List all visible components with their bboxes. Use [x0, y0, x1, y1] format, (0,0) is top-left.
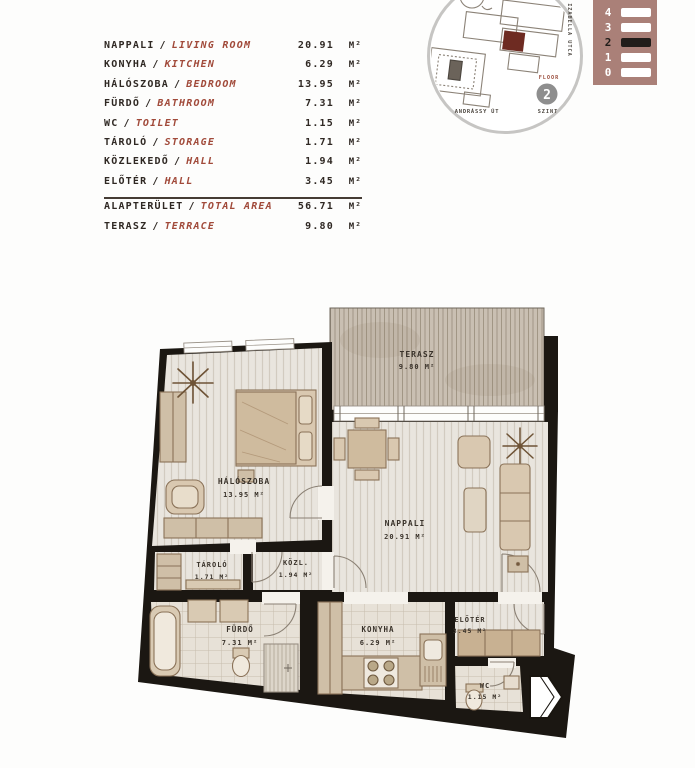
armchair	[458, 436, 490, 468]
dresser	[164, 518, 262, 538]
room-name-hu: ALAPTERÜLET	[104, 201, 184, 213]
separator: /	[152, 175, 160, 187]
room-area-value: 20.91	[297, 40, 334, 51]
room-area-unit: M²	[348, 137, 362, 148]
separator: /	[159, 40, 167, 51]
room-name-hu: ELŐTÉR	[104, 175, 148, 187]
room-area-value: 3.45	[305, 175, 334, 187]
room-area-unit: M²	[348, 99, 362, 110]
room-row-furdo	[104, 98, 362, 117]
room-name-en: BATHROOM	[157, 98, 216, 110]
dining-table	[348, 430, 386, 468]
summary-row-terrace	[104, 221, 362, 240]
room-row-wc	[104, 118, 362, 137]
szint-word-label: SZINT	[537, 109, 559, 115]
label-terasz-area: 9.80 M²	[398, 363, 436, 371]
ottoman	[464, 488, 486, 532]
label-nappali-area: 20.91 M²	[384, 533, 426, 541]
washer	[188, 600, 216, 622]
pillow	[299, 396, 312, 424]
floor-level-number: 4	[604, 5, 612, 19]
label-wc-area: 1.15 M²	[467, 693, 503, 701]
room-area-value: 9.80	[305, 220, 334, 232]
sofa	[500, 464, 530, 550]
room-area-value: 7.31	[305, 98, 334, 110]
room-name-en: TERRACE	[164, 220, 216, 232]
floor-number-label: 2	[543, 87, 551, 103]
terrace-side-wall	[544, 336, 558, 412]
floor-level-bar	[621, 38, 651, 47]
room-name-en: TOTAL AREA	[200, 201, 273, 213]
label-kozl: KÖZL.	[282, 559, 310, 567]
toilet	[233, 656, 250, 677]
separator: /	[174, 156, 182, 168]
room-name-hu: TÁROLÓ	[104, 136, 148, 148]
floor-plan	[125, 295, 580, 755]
separator: /	[152, 136, 160, 148]
label-konyha-area: 6.29 M²	[359, 639, 397, 647]
room-area-value: 1.15	[305, 117, 334, 129]
room-name-hu: NAPPALI	[104, 40, 155, 51]
floor-word-label: FLOOR	[538, 75, 560, 81]
chair	[355, 418, 379, 428]
floor-level-2-active[interactable]	[602, 36, 657, 48]
separator: /	[145, 98, 153, 110]
floor-level-bar	[621, 68, 651, 77]
separator: /	[123, 117, 131, 129]
terrace-deck	[330, 308, 544, 410]
room-row-tarolo	[104, 137, 362, 156]
room-area-unit: M²	[348, 202, 362, 213]
room-row-konyha	[104, 59, 362, 78]
separator: /	[188, 201, 196, 213]
floor-level-number: 0	[604, 65, 612, 79]
label-wc: WC	[479, 682, 491, 690]
summary-row-total	[104, 201, 362, 220]
room-name-hu: KÖZLEKEDŐ	[104, 156, 169, 168]
label-haloszoba: HÁLÓSZOBA	[217, 477, 271, 486]
separator: /	[152, 59, 160, 71]
shower	[264, 644, 298, 692]
storage-shelf	[186, 580, 240, 589]
room-area-unit: M²	[348, 118, 362, 129]
label-tarolo-area: 1.71 M²	[194, 573, 230, 581]
room-row-haloszoba	[104, 79, 362, 98]
label-tarolo: TÁROLÓ	[196, 561, 228, 569]
wc-sink	[504, 676, 519, 689]
floor-level-number: 1	[604, 50, 612, 64]
street-label-andrassy: ANDRÁSSY ÚT	[454, 109, 500, 115]
room-area-value: 13.95	[297, 78, 334, 90]
room-area-unit: M²	[348, 60, 362, 71]
room-name-en: HALL	[186, 156, 216, 168]
label-kozl-area: 1.94 M²	[278, 571, 314, 579]
floor-level-1[interactable]	[602, 51, 657, 63]
room-area-value: 1.71	[305, 136, 334, 148]
floor-level-0[interactable]	[602, 66, 657, 78]
label-furdo: FÜRDŐ	[226, 625, 254, 634]
room-name-en: HALL	[164, 175, 194, 187]
floor-level-bar	[621, 23, 651, 32]
room-name-hu: WC	[104, 117, 119, 129]
room-row-nappali	[104, 40, 362, 59]
storage-cabinet	[157, 554, 181, 590]
label-eloter: ELŐTÉR	[454, 616, 486, 624]
label-haloszoba-area: 13.95 M²	[223, 491, 265, 499]
floor-level-3[interactable]	[602, 21, 657, 33]
sink	[424, 640, 442, 660]
floor-level-number: 2	[604, 35, 612, 49]
label-nappali: NAPPALI	[384, 519, 426, 528]
separator: /	[152, 220, 160, 232]
floor-level-bar	[621, 8, 651, 17]
pillow	[299, 432, 312, 460]
room-name-en: LIVING ROOM	[171, 40, 252, 51]
room-area-unit: M²	[348, 221, 362, 232]
room-name-hu: FÜRDŐ	[104, 98, 141, 110]
street-label-izabella: IZABELLA UTCA	[566, 3, 572, 57]
floor-selector-panel	[593, 0, 657, 85]
room-area-unit: M²	[348, 41, 362, 51]
room-area-unit: M²	[348, 157, 362, 168]
room-name-en: BEDROOM	[186, 78, 237, 90]
room-area-unit: M²	[348, 79, 362, 90]
highlighted-unit	[502, 30, 525, 51]
label-eloter-area: 3.45 M²	[452, 627, 488, 635]
floor-level-number: 3	[604, 20, 612, 34]
chair	[355, 470, 379, 480]
separator: /	[174, 78, 182, 90]
room-name-hu: KONYHA	[104, 59, 148, 71]
room-list	[104, 40, 362, 240]
floor-level-4[interactable]	[602, 6, 657, 18]
room-name-en: KITCHEN	[164, 59, 216, 71]
room-area-value: 6.29	[305, 59, 334, 71]
room-row-kozlekedo	[104, 156, 362, 175]
room-area-value: 56.71	[297, 201, 334, 213]
room-row-eloter	[104, 176, 362, 195]
room-area-value: 1.94	[305, 156, 334, 168]
floor-level-bar	[621, 53, 651, 62]
label-terasz: TERASZ	[399, 350, 435, 359]
room-area-unit: M²	[348, 176, 362, 187]
label-furdo-area: 7.31 M²	[221, 639, 259, 647]
summary-divider	[104, 197, 362, 240]
room-name-hu: TERASZ	[104, 220, 148, 232]
room-name-hu: HÁLÓSZOBA	[104, 78, 169, 90]
stairwell-hatch	[448, 60, 462, 80]
chair	[334, 438, 345, 460]
washer	[220, 600, 248, 622]
site-map	[420, 0, 595, 141]
room-name-en: TOILET	[135, 117, 180, 129]
label-konyha: KONYHA	[361, 625, 395, 634]
room-name-en: STORAGE	[164, 136, 216, 148]
chair	[388, 438, 399, 460]
